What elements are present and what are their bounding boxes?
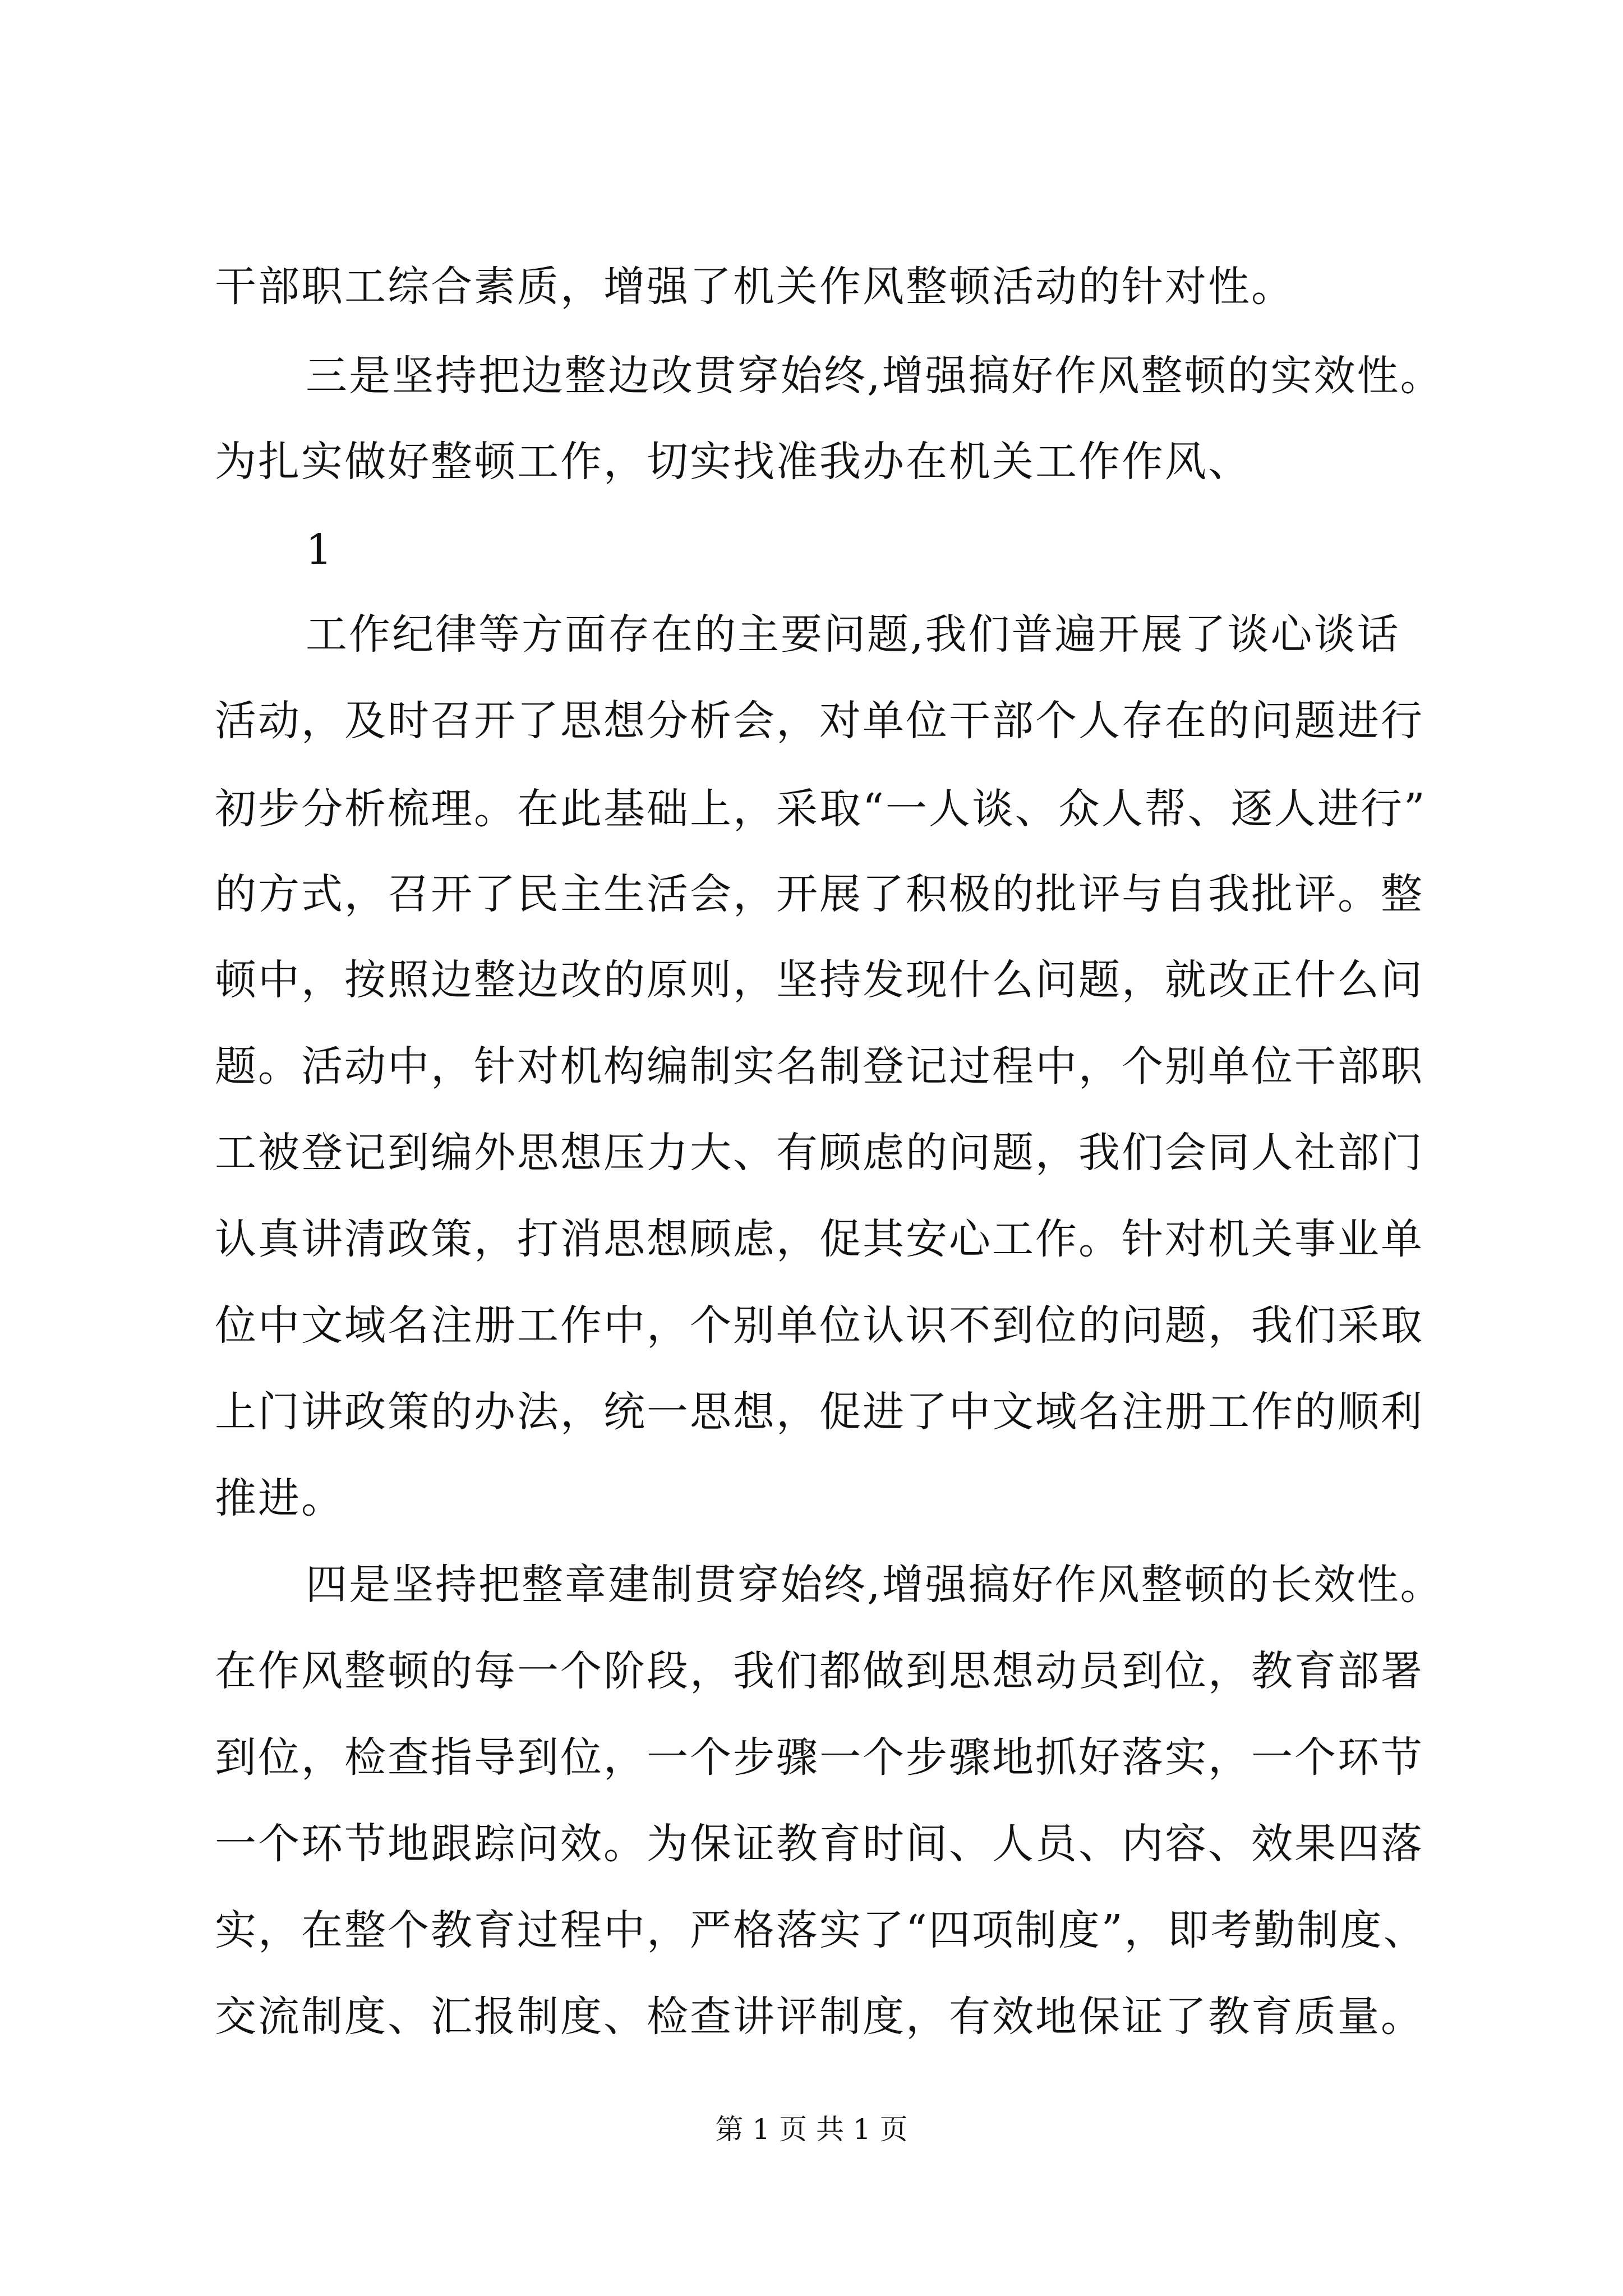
text-line: 在作风整顿的每一个阶段，我们都做到思想动员到位，教育部署 [215,1647,1424,1695]
text-line: 题。活动中，针对机构编制实名制登记过程中，个别单位干部职 [215,1042,1424,1091]
text-line: 四是坚持把整章建制贯穿始终,增强搞好作风整顿的长效性。 [306,1561,1444,1609]
text-line: 三是坚持把边整边改贯穿始终,增强搞好作风整顿的实效性。 [306,352,1444,400]
text-line: 上门讲政策的办法，统一思想，促进了中文域名注册工作的顺利 [215,1388,1424,1436]
text-line: 实，在整个教育过程中，严格落实了“四项制度”，即考勤制度、 [215,1906,1427,1954]
text-line: 干部职工综合素质，增强了机关作风整顿活动的针对性。 [215,263,1294,311]
page-footer: 第 1 页 共 1 页 [715,2113,908,2146]
text-line: 工作纪律等方面存在的主要问题,我们普遍开展了谈心谈话 [306,610,1400,659]
text-line: 工被登记到编外思想压力大、有顾虑的问题，我们会同人社部门 [215,1129,1424,1177]
text-line: 推进。 [215,1474,344,1522]
text-line: 一个环节地跟踪问效。为保证教育时间、人员、内容、效果四落 [215,1820,1424,1868]
text-line: 的方式，召开了民主生活会，开展了积极的批评与自我批评。整 [215,870,1424,918]
text-line: 位中文域名注册工作中，个别单位认识不到位的问题，我们采取 [215,1301,1424,1350]
text-line: 顿中，按照边整边改的原则，坚持发现什么问题，就改正什么问 [215,956,1424,1004]
page-number-inline: 1 [306,526,333,574]
text-line: 初步分析梳理。在此基础上，采取“一人谈、众人帮、逐人进行” [215,785,1427,833]
text-line: 为扎实做好整顿工作，切实找准我办在机关工作作风、 [215,438,1251,486]
text-line: 活动，及时召开了思想分析会，对单位干部个人存在的问题进行 [215,697,1424,745]
text-line: 认真讲清政策，打消思想顾虑，促其安心工作。针对机关事业单 [215,1215,1424,1263]
text-line: 交流制度、汇报制度、检查讲评制度，有效地保证了教育质量。 [215,1993,1424,2041]
text-line: 到位，检查指导到位，一个步骤一个步骤地抓好落实，一个环节 [215,1733,1424,1782]
